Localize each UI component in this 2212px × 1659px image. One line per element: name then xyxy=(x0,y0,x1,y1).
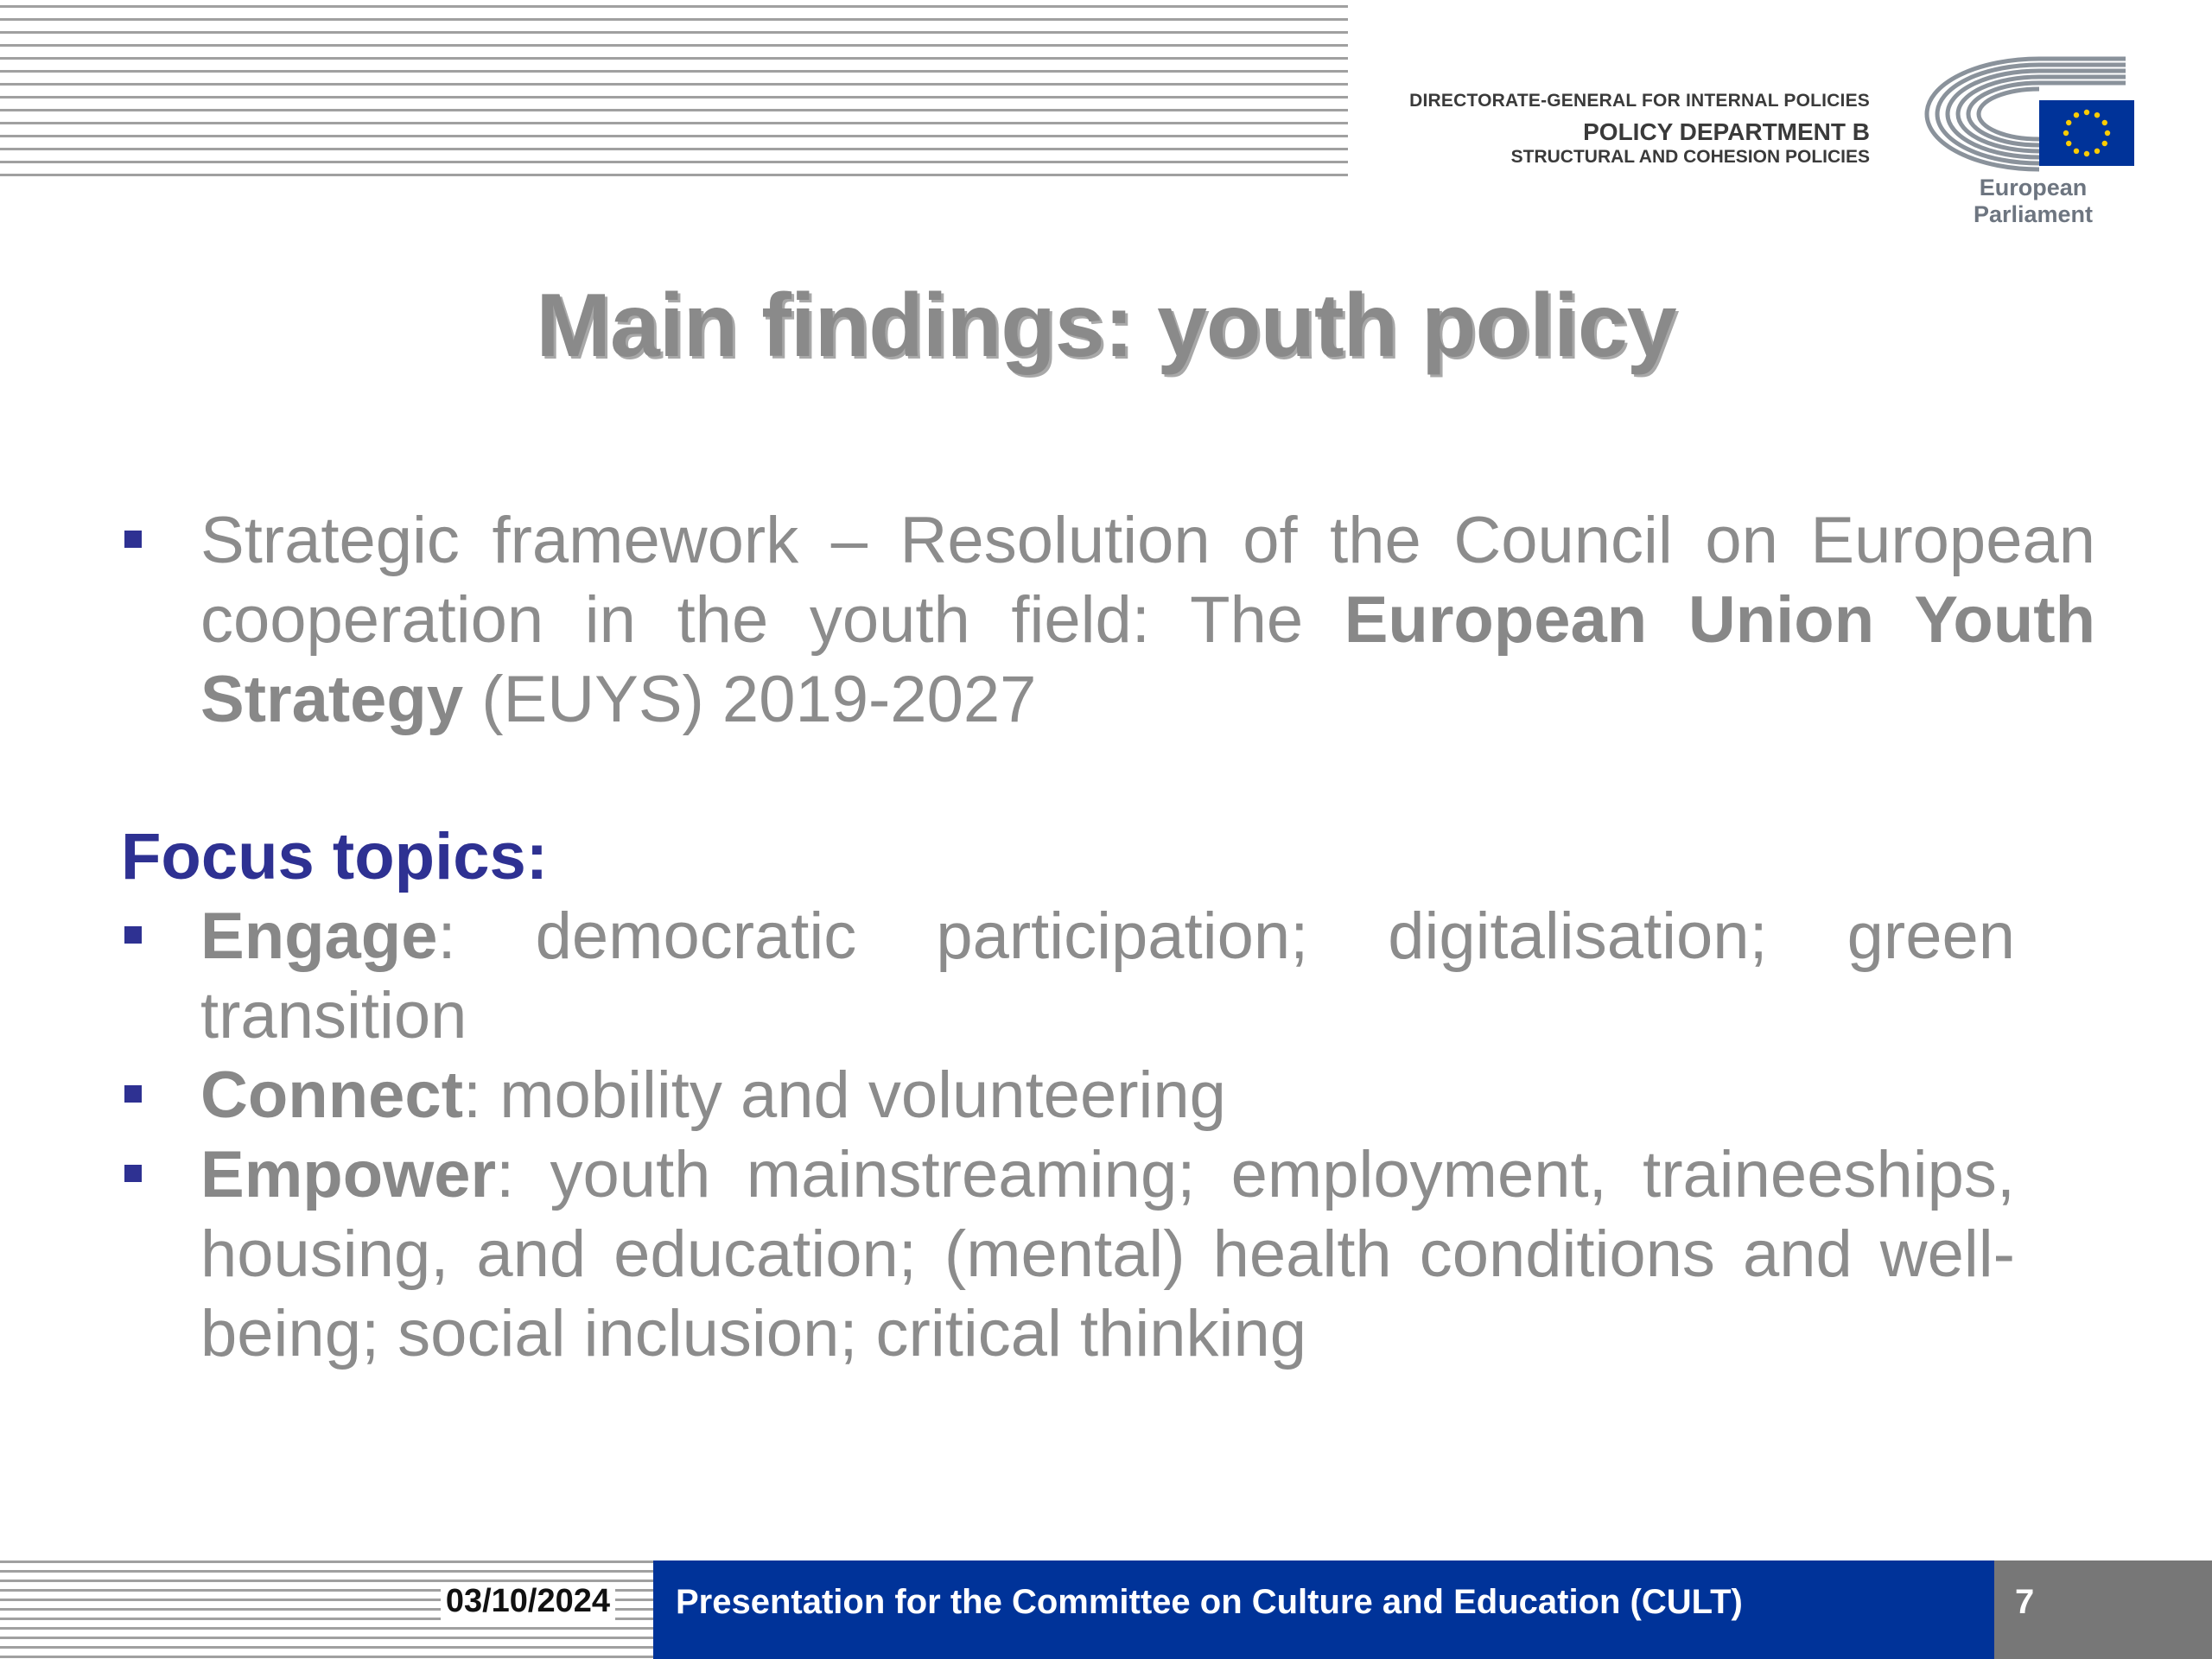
eu-star-icon xyxy=(2066,141,2071,146)
eu-star-icon xyxy=(2102,141,2107,146)
department-name: POLICY DEPARTMENT B xyxy=(1583,118,1870,145)
bullet-square-icon xyxy=(124,926,142,944)
eu-star-icon xyxy=(2094,149,2100,154)
footer-title-bar xyxy=(653,1560,1994,1659)
directorate-block xyxy=(1409,92,1870,166)
slide-title: Main findings: youth policy xyxy=(536,276,1676,376)
eu-star-icon xyxy=(2063,130,2069,136)
page-number: 7 xyxy=(2015,1583,2035,1621)
footer-presentation-title: Presentation for the Committee on Culture and Education (CULT) xyxy=(676,1583,1743,1621)
eu-star-icon xyxy=(2066,120,2071,125)
bullet-square-icon xyxy=(124,1165,142,1182)
topic-item-empower xyxy=(121,1135,2015,1374)
topic-text: : mobility and volunteering xyxy=(463,1058,1226,1132)
intro-text-bold: European Union Youth Strategy xyxy=(200,583,2095,736)
eu-star-icon xyxy=(2102,120,2107,125)
page-number-box xyxy=(1994,1560,2212,1659)
eu-star-icon xyxy=(2094,112,2100,118)
topic-text: : democratic participation; digitalisation; green transition xyxy=(200,899,2015,1052)
topic-term: Connect xyxy=(200,1058,463,1132)
institution-name: European Parliament xyxy=(1973,175,2094,227)
eu-star-icon xyxy=(2084,110,2089,115)
intro-text-before: Strategic framework – Resolution of the Council on European cooperation in the youth field: The xyxy=(200,504,2095,657)
slide-footer xyxy=(0,1560,2212,1659)
topic-term: Engage xyxy=(200,899,438,973)
focus-heading: Focus topics: xyxy=(121,820,549,893)
footer-date: 03/10/2024 xyxy=(441,1583,615,1620)
topic-item-connect xyxy=(121,1056,2015,1135)
eu-star-icon xyxy=(2074,149,2079,154)
eu-star-icon xyxy=(2105,130,2110,136)
intro-text-after: (EUYS) 2019-2027 xyxy=(463,663,1037,736)
policies-name: STRUCTURAL AND COHESION POLICIES xyxy=(1510,147,1870,167)
directorate-name: DIRECTORATE-GENERAL FOR INTERNAL POLICIES xyxy=(1409,91,1870,111)
intro-item xyxy=(121,501,2095,740)
bullet-square-icon xyxy=(124,1085,142,1103)
bullet-square-icon xyxy=(124,531,142,548)
eu-star-icon xyxy=(2074,112,2079,118)
topic-item-engage xyxy=(121,897,2015,1056)
topic-text: : youth mainstreaming; employment, traineeships, housing, and education; (mental) health conditions and well-being; social inclusion; critical thinking xyxy=(200,1138,2015,1370)
topic-term: Empower xyxy=(200,1138,497,1211)
eu-star-icon xyxy=(2084,151,2089,156)
header-stripes xyxy=(0,5,1348,183)
slide-content xyxy=(121,501,2095,1374)
